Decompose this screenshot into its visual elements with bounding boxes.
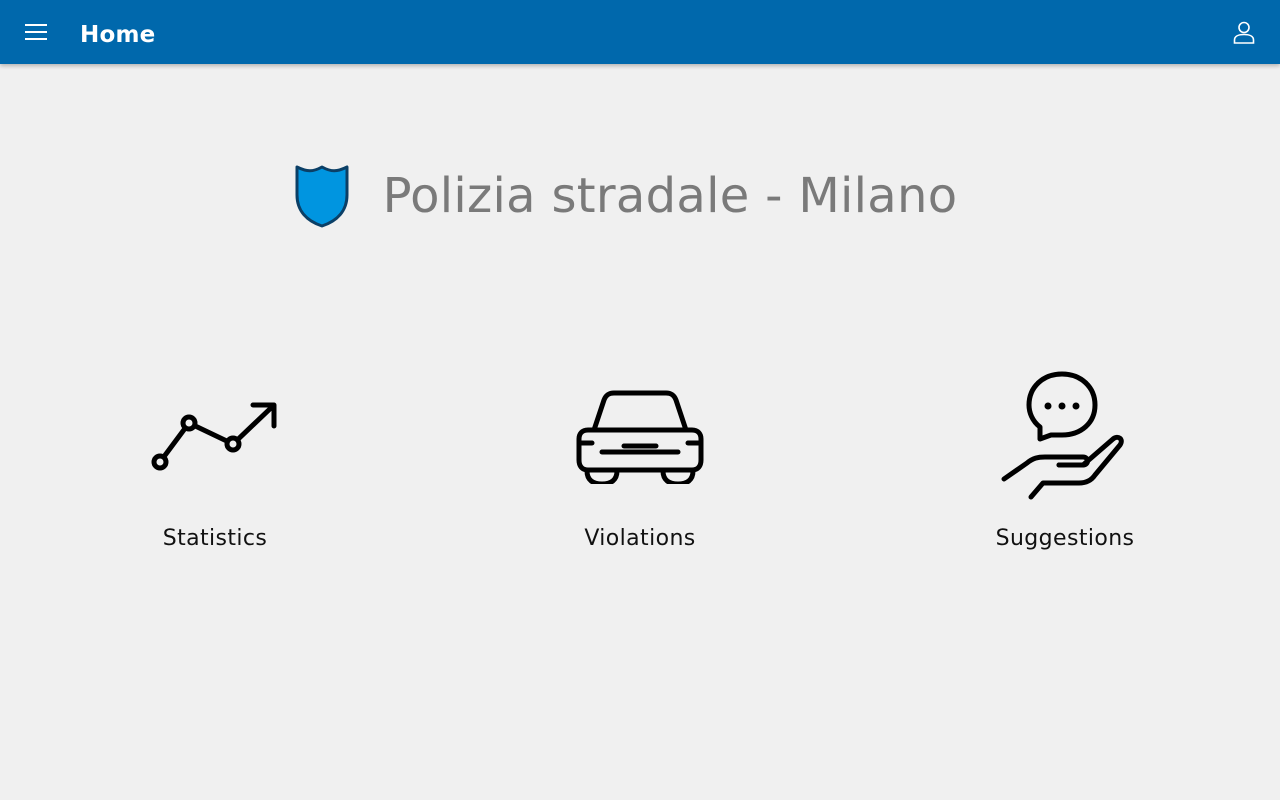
headline-text: Polizia stradale - Milano (382, 168, 958, 224)
statistics-label: Statistics (162, 526, 268, 551)
page-title: Home (80, 22, 156, 48)
hamburger-menu-icon (24, 22, 48, 42)
shield-icon (293, 163, 351, 229)
trend-chart-icon (149, 398, 281, 472)
suggestions-label: Suggestions (995, 526, 1135, 551)
headline (0, 160, 1280, 232)
user-account-icon (1232, 20, 1256, 44)
car-icon (574, 386, 706, 484)
account-button[interactable] (1224, 12, 1264, 52)
statistics-tile[interactable] (75, 360, 355, 570)
suggestions-tile[interactable] (925, 360, 1205, 570)
violations-tile[interactable] (500, 360, 780, 570)
top-app-bar (0, 0, 1280, 64)
hand-chat-icon (999, 369, 1131, 501)
violations-label: Violations (584, 526, 696, 551)
menu-button[interactable] (16, 12, 56, 52)
